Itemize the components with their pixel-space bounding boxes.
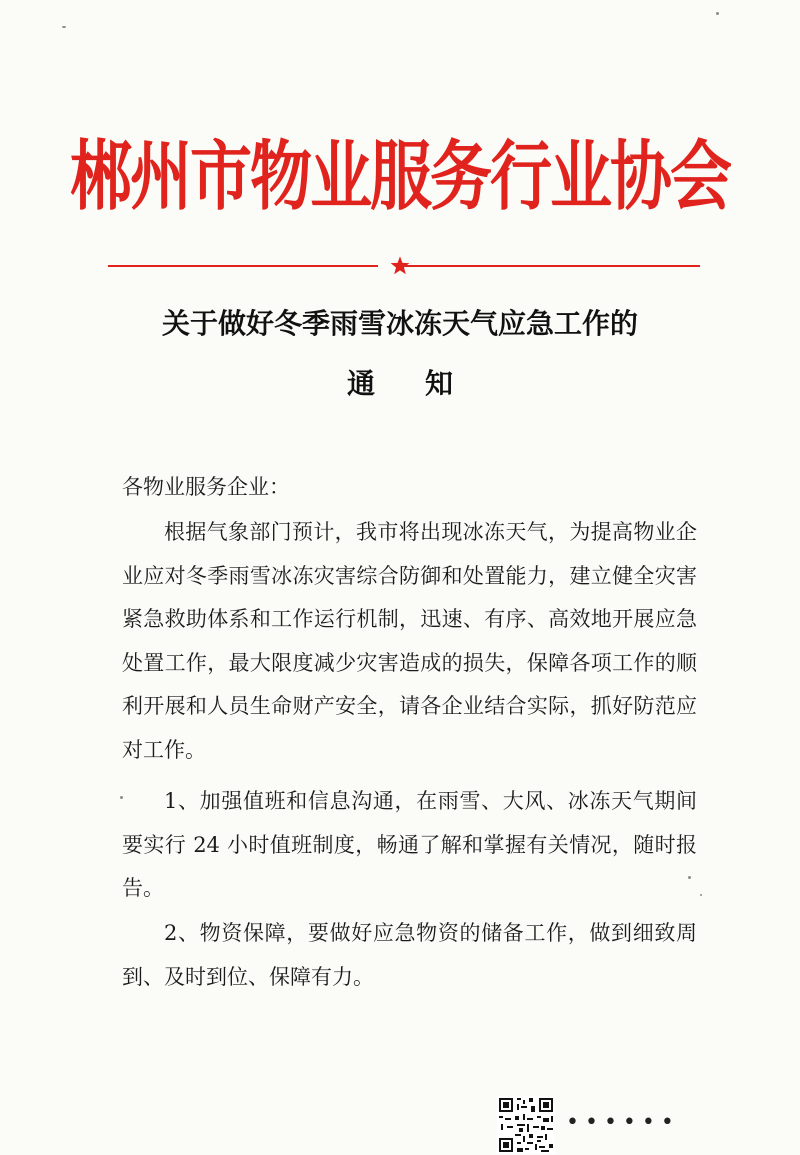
scan-speck: [716, 12, 719, 15]
qr-code-icon: [497, 1096, 555, 1154]
organization-letterhead: 郴州市物业服务行业协会: [69, 131, 730, 221]
decorative-dots: ••••••: [566, 1110, 680, 1135]
body-paragraph: 2、物资保障，要做好应急物资的储备工作，做到细致周到、及时到位、保障有力。: [122, 921, 697, 989]
divider-line-right: [400, 265, 700, 267]
notice-title: 关于做好冬季雨雪冰冻天气应急工作的: [161, 307, 638, 340]
letterhead-divider: [108, 258, 700, 274]
scan-speck: [700, 894, 702, 896]
body-paragraph: 1、加强值班和信息沟通，在雨雪、大风、冰冻天气期间要实行 24 小时值班制度，畅通了解和掌握有关情况，随时报告。: [122, 789, 697, 900]
body-paragraph: 根据气象部门预计，我市将出现冰冻天气，为提高物业企业应对冬季雨雪冰冻灾害综合防御和处置能力，建立健全灾害紧急救助体系和工作运行机制，迅速、有序、高效地开展应急处置工作，最大限度减少灾害造成的损失，保障各项工作的顺利开展和人员生命财产安全，请各企业结合实际，抓好防范应对工作。: [122, 520, 697, 762]
notice-title-suffix: 通知: [346, 367, 503, 400]
divider-line-left: [108, 265, 378, 267]
salutation: 各物业服务企业：: [122, 475, 290, 499]
scan-speck: [62, 26, 66, 28]
